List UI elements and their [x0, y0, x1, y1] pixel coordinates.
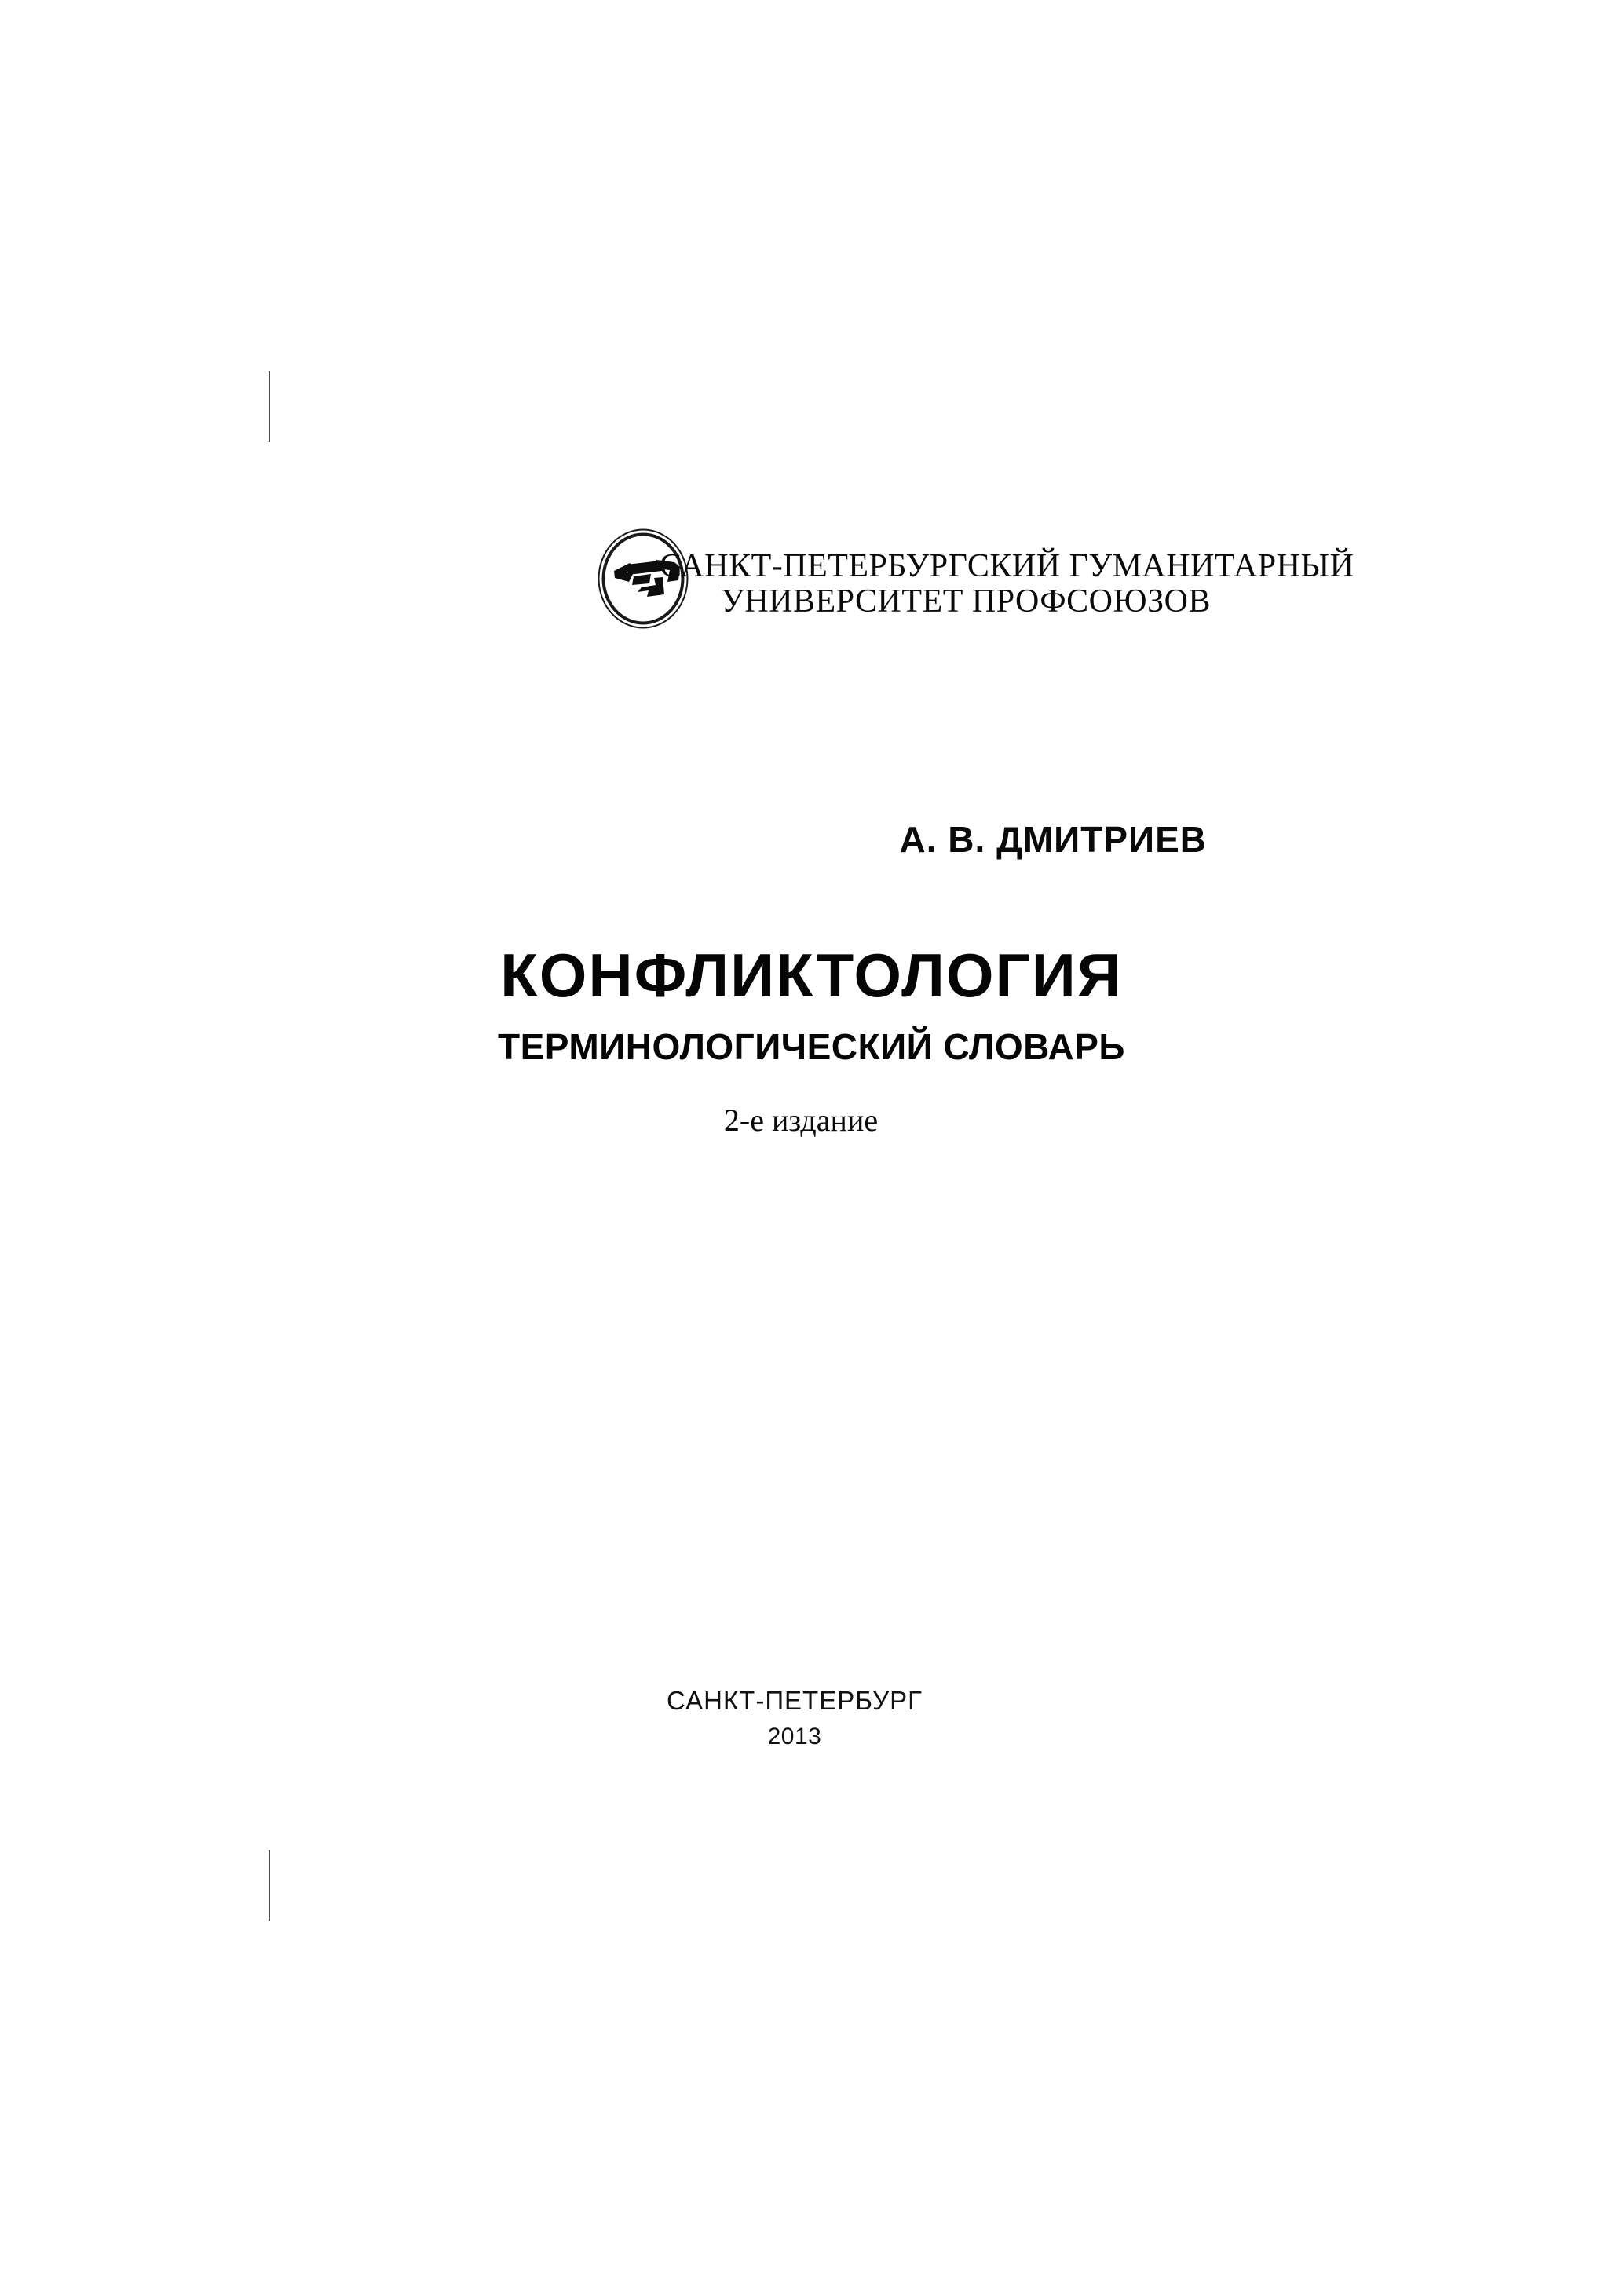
university-name-line1: САНКТ-ПЕТЕРБУРГСКИЙ ГУМАНИТАРНЫЙ [660, 548, 1354, 584]
crop-mark-top [269, 371, 270, 442]
book-title: КОНФЛИКТОЛОГИЯ [500, 941, 1123, 1010]
book-subtitle: ТЕРМИНОЛОГИЧЕСКИЙ СЛОВАРЬ [497, 1026, 1125, 1067]
edition-note: 2-е издание [723, 1102, 879, 1138]
imprint-city: САНКТ-ПЕТЕРБУРГ [667, 1686, 923, 1715]
university-name [660, 548, 1354, 620]
imprint-year: 2013 [767, 1724, 822, 1749]
imprint [402, 1685, 1187, 1751]
crop-mark-bottom [269, 1850, 270, 1921]
university-name-line2: УНИВЕРСИТЕТ ПРОФСОЮЗОВ [721, 583, 1211, 620]
author-name: А. В. ДМИТРИЕВ [899, 819, 1207, 860]
